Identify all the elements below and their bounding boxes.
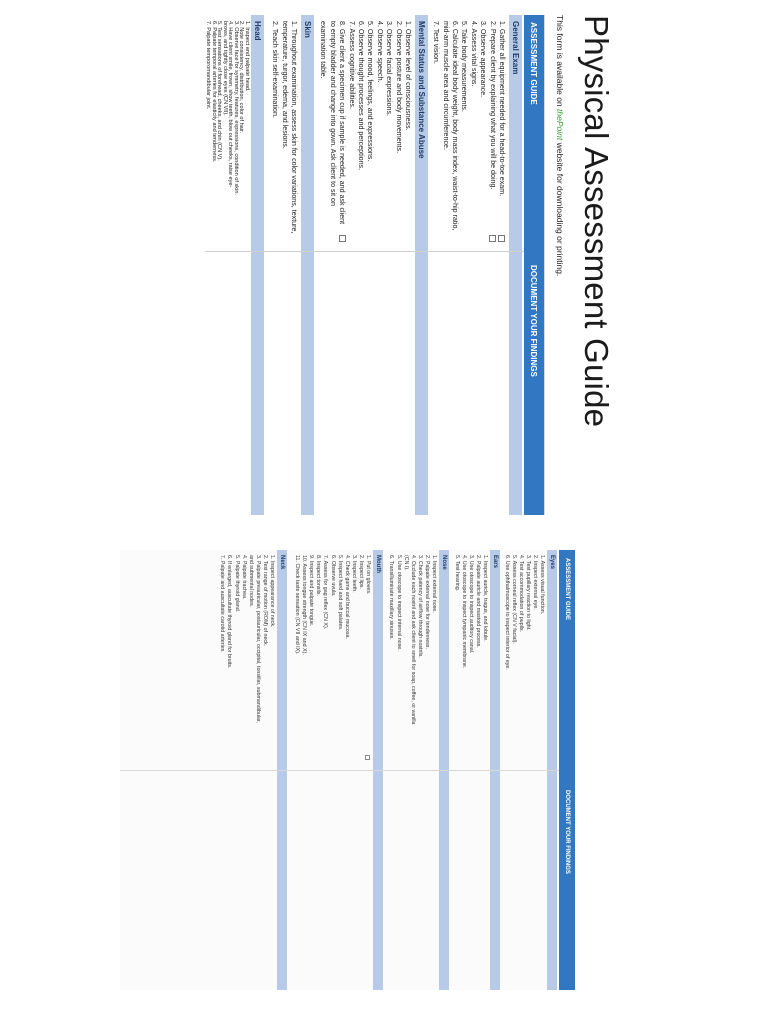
list-item: 5. Take body measurements. [460, 21, 469, 112]
list-item: 4. Assess vital signs. [469, 21, 478, 87]
list-item: 2. Prepare client by explaining what you will be doing. [488, 21, 497, 190]
list-item: 6. Observe uvula. [329, 555, 336, 597]
left-page [200, 15, 620, 515]
assessment-table [205, 15, 545, 515]
table-header [524, 15, 544, 515]
ears-items [453, 555, 488, 767]
list-item: 6. Observe thought processes and perceptions. [356, 21, 365, 171]
list-item: brows, and tightly close eyes (CN VII). [222, 21, 228, 116]
list-item: 5. Use otoscope to inspect internal nose. [395, 555, 402, 651]
list-item: 4. Observe speech. [375, 21, 384, 83]
list-item: 3. Test pupillary reaction to light. [524, 555, 531, 631]
list-item: 3. Check patency of airflow through nostrils. [416, 555, 423, 658]
list-item: 2. Palpate external nose for tenderness. [423, 555, 430, 649]
list-item: 4. Test accommodation of pupils. [517, 555, 524, 633]
list-item: 5. Test sensations of forehead, cheeks, and chin (CN V). [216, 21, 223, 161]
skin-items [270, 21, 298, 246]
section-nose: Nose [439, 550, 449, 770]
list-item: 10. Assess tongue strength (CN IX and X). [301, 555, 308, 655]
list-item: 5. Test hearing. [453, 555, 460, 592]
mouth-items [293, 555, 371, 767]
list-item: 6. Use ophthalmoscope to inspect interior of eye. [503, 555, 510, 670]
list-item: 1. Throughout examination, assess skin for color variations, texture, [290, 21, 298, 234]
list-item: 9. Inspect and palpate tongue. [308, 555, 315, 627]
checkbox[interactable] [365, 755, 370, 760]
list-item: 3. Observe face for symmetry, features, expressions, condition of skin. [233, 21, 239, 195]
section-bar-fill [373, 771, 383, 990]
section-bar-fill [490, 771, 500, 990]
section-bar-fill [277, 771, 287, 990]
nose-items [387, 555, 437, 767]
list-item: 1. Inspect appearance of neck. [269, 555, 275, 628]
availability-note [555, 15, 565, 515]
section-mouth: Mouth [373, 550, 383, 770]
header-document-findings: DOCUMENT YOUR FINDINGS [564, 790, 570, 874]
list-item: 1. Put on gloves. [365, 555, 371, 595]
section-bar-fill [251, 252, 264, 515]
checkbox[interactable] [339, 235, 346, 242]
checkbox[interactable] [498, 235, 505, 242]
list-item: 6. If enlarged, auscultate thyroid gland for bruits. [226, 555, 233, 669]
list-item: 1. Inspect and palpate head. [244, 21, 250, 92]
list-item: 1. Inspect external nose. [431, 555, 437, 613]
list-item: 3. Observe appearance. [479, 21, 488, 98]
list-item: 4. Palpate trachea. [240, 555, 247, 600]
list-item: 6. Palpate temporal arteries for elasticity and tenderness. [211, 21, 217, 163]
list-item: 8. Give client a specimen cup if sample is needed, and ask client [338, 21, 347, 225]
brand-link[interactable]: thePoint [555, 109, 565, 141]
page-title: Physical Assessment Guide [578, 15, 615, 428]
list-item: 2. Note consistency, distribution, color of hair. [238, 21, 245, 134]
list-item: 2. Teach skin self-examination. [271, 21, 280, 118]
eyes-items [502, 555, 545, 767]
list-item: 3. Palpate preauricular, postauricular, occipital, tonsillar, submandibular, [254, 555, 261, 723]
list-item: 7. Assess for gag reflex (CN X). [322, 555, 329, 630]
list-item: temperature, turgor, edema, and lesions. [280, 21, 289, 149]
section-ears: Ears [490, 550, 500, 770]
list-item: 2. Palpate auricle and mastoid process. [474, 555, 481, 648]
list-item: 3. Use otoscope to inspect auditory canal. [467, 555, 474, 654]
section-bar-fill [509, 252, 522, 515]
list-item: 2. Inspect external eye. [531, 555, 538, 610]
list-item: 4. Use otoscope to inspect tympanic membrane. [460, 555, 467, 669]
list-item: 2. Test range of motion (ROM) of neck. [261, 555, 268, 647]
assessment-table-continued [120, 550, 575, 990]
list-item: 11. Check taste sensation (CN VII and IX). [294, 555, 301, 655]
list-item: 8. Inspect tonsils. [315, 555, 322, 596]
list-item: 5. Palpate thyroid gland. [233, 555, 240, 613]
list-item: 7. Palpate temporomandibular joint. [205, 21, 212, 110]
right-page [120, 550, 575, 990]
list-item: examination table. [319, 21, 328, 79]
list-item: 2. Observe posture and body movements. [394, 21, 403, 154]
list-item: 6. Calculate ideal body weight, body mass index, waist-to-hip ratio, [450, 21, 459, 231]
section-bar-fill [415, 252, 428, 515]
table-header [559, 550, 575, 990]
list-item: 6. Transilluminate maxillary sinuses. [388, 555, 395, 640]
list-item: 7. Test vision. [432, 21, 441, 64]
list-item: 1. Inspect auricle, tragus, and lobule. [482, 555, 488, 642]
list-item: 1. Assess visual function. [539, 555, 545, 615]
section-eyes: Eyes [547, 550, 557, 770]
section-mental-status: Mental Status and Substance Abuse [415, 15, 428, 251]
section-bar-fill [439, 771, 449, 990]
list-item: 4. Occlude each nostril and ask client to smell for soap, coffee, or vanilla [409, 555, 416, 725]
list-item: 2. Inspect lips. [357, 555, 364, 589]
note-suffix: website for downloading or printing. [555, 140, 565, 277]
list-item: and submental nodes. [247, 555, 254, 608]
list-item: 3. Observe facial expressions. [385, 21, 394, 117]
list-item: 3. Inspect teeth. [350, 555, 357, 593]
list-item: 1. Gather all equipment needed for a head-to-toe exam. [498, 21, 506, 197]
section-bar-fill [547, 771, 557, 990]
head-items [205, 21, 249, 246]
list-item: 5. Assess corneal reflex (CN V facial). [510, 555, 517, 644]
list-item: mid-arm muscle area and circumference. [441, 21, 450, 150]
list-item: 7. Palpate and auscultate carotid arteries. [219, 555, 226, 653]
section-neck: Neck [277, 550, 287, 770]
list-item: (CN I). [402, 555, 409, 571]
list-item: 5. Observe mood, feelings, and expressions. [366, 21, 375, 162]
section-skin: Skin [301, 15, 314, 251]
header-assessment-guide: ASSESSMENT GUIDE [529, 22, 538, 105]
neck-items [218, 555, 275, 767]
checkbox[interactable] [489, 235, 496, 242]
list-item: 7. Assess cognitive abilities. [347, 21, 356, 109]
section-head: Head [251, 15, 264, 251]
section-general-exam: General Exam [509, 15, 522, 251]
general-exam-items [431, 21, 506, 246]
list-item: 4. Have client smile, frown, show teeth, blow out cheeks, raise eye- [227, 21, 234, 188]
header-assessment-guide: ASSESSMENT GUIDE [564, 558, 570, 621]
section-bar-fill [301, 252, 314, 515]
list-item: to empty bladder and change into gown. Ask client to sit on [328, 21, 337, 206]
mental-status-items [318, 21, 412, 246]
list-item: 4. Check gums and buccal mucosa. [343, 555, 350, 639]
header-document-findings: DOCUMENT YOUR FINDINGS [529, 265, 538, 377]
list-item: 5. Inspect hard and soft palates. [336, 555, 343, 631]
list-item: 1. Observe level of consciousness. [404, 21, 412, 131]
note-prefix: This form is available on [555, 15, 565, 110]
